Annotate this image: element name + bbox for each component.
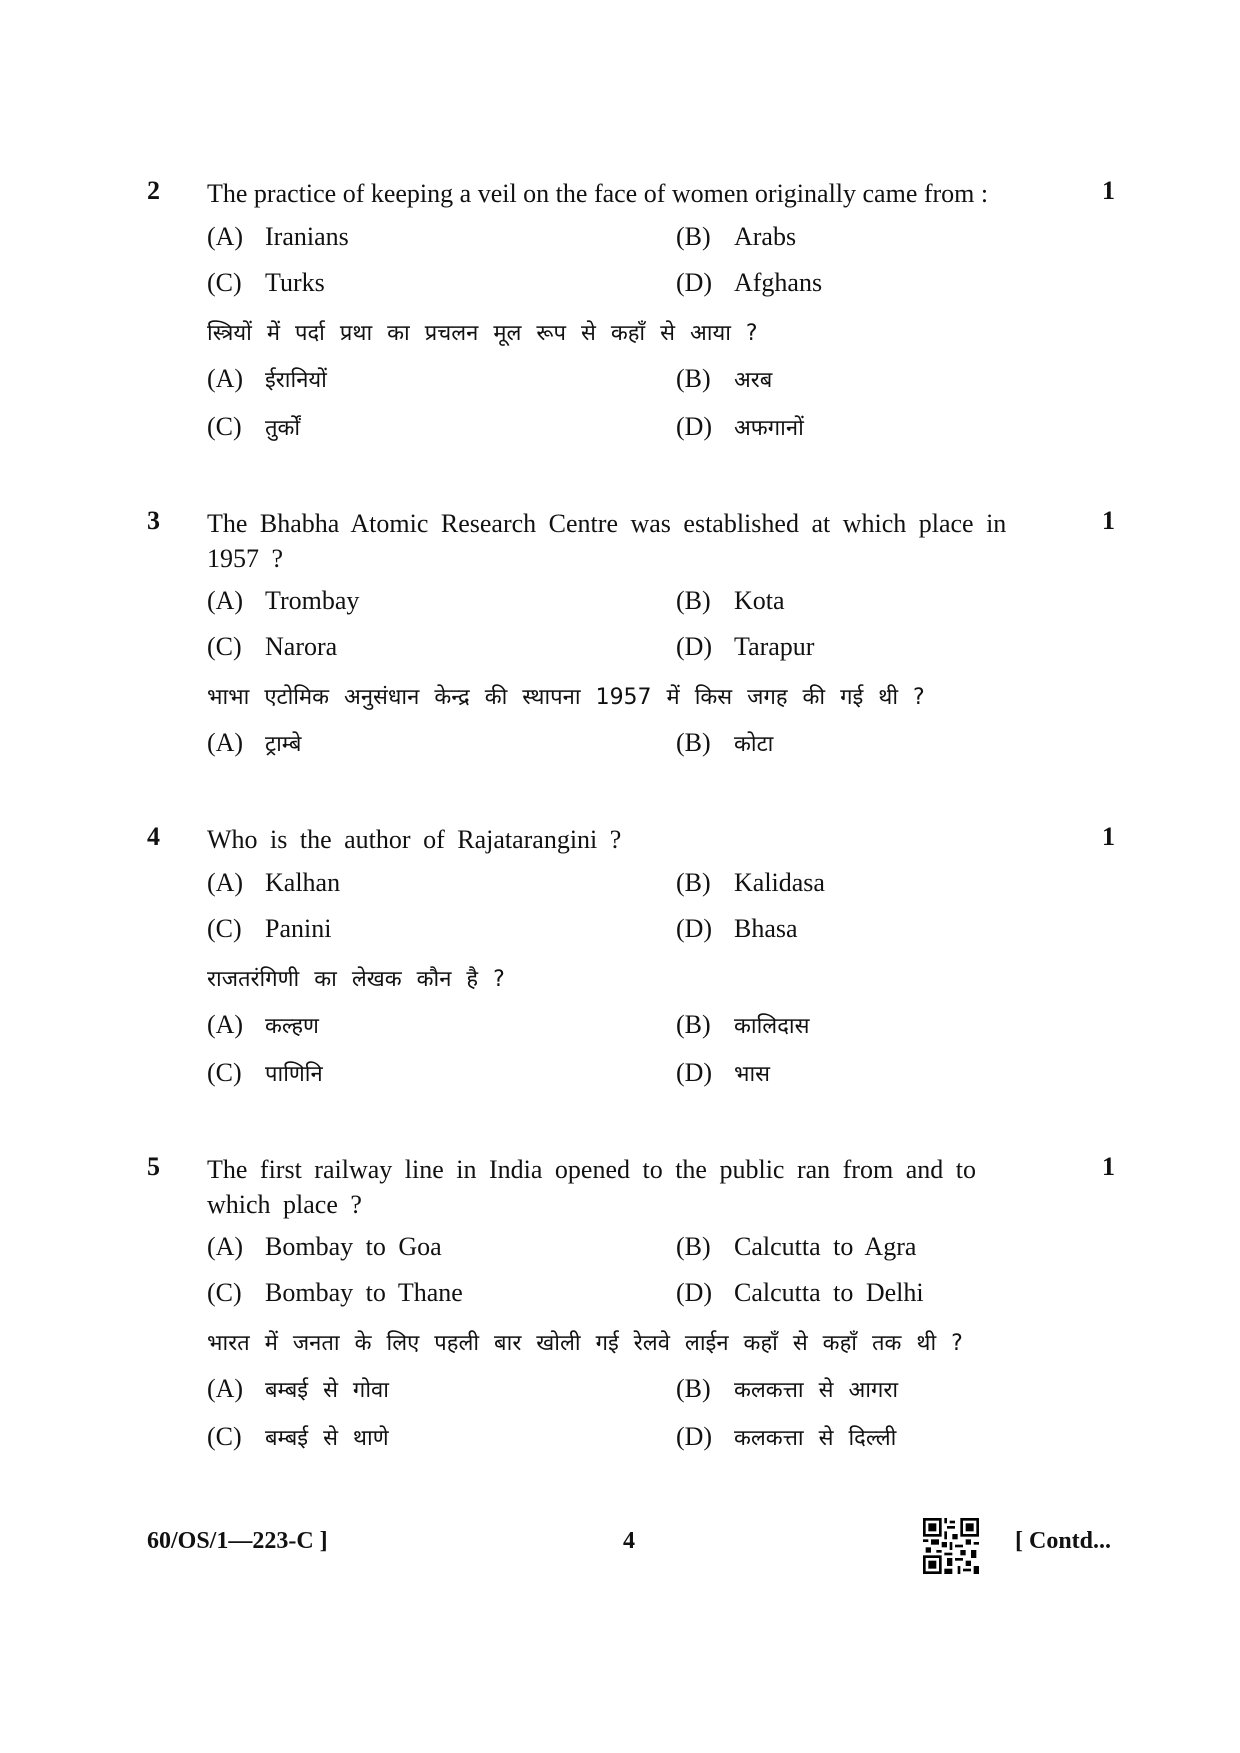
option-c-hi: (C) पाणिनि [207, 1058, 323, 1087]
question-marks: 1 [1102, 1152, 1115, 1181]
option-d-hi: (D) कलकत्ता से दिल्ली [676, 1422, 897, 1451]
option-c-en: (C) Narora [207, 632, 338, 661]
option-c-en: (C) Turks [207, 268, 325, 297]
option-c-hi: (C) बम्बई से थाणे [207, 1422, 389, 1451]
paper-code: 60/OS/1—223-C ] [147, 1528, 328, 1554]
question-text-en: The practice of keeping a veil on the face of women originally came from : [207, 179, 989, 208]
option-c-hi: (C) तुर्कों [207, 412, 301, 441]
question-number: 5 [147, 1152, 160, 1181]
option-a-en: (A) Kalhan [207, 868, 341, 897]
option-b-hi: (B) कलकत्ता से आगरा [676, 1374, 899, 1403]
option-b-en: (B) Calcutta to Agra [676, 1232, 917, 1261]
option-b-en: (B) Kalidasa [676, 868, 825, 897]
option-d-en: (D) Tarapur [676, 632, 815, 661]
question-number: 4 [147, 822, 160, 851]
option-d-en: (D) Afghans [676, 268, 823, 297]
option-d-hi: (D) अफगानों [676, 412, 804, 441]
option-b-en: (B) Arabs [676, 222, 797, 251]
option-a-hi: (A) कल्हण [207, 1010, 319, 1039]
question-marks: 1 [1102, 506, 1115, 535]
option-c-en: (C) Panini [207, 914, 332, 943]
option-a-en: (A) Bombay to Goa [207, 1232, 442, 1261]
option-a-hi: (A) ट्राम्बे [207, 728, 302, 757]
option-b-hi: (B) अरब [676, 364, 773, 393]
question-text-en: The first railway line in India opened to the public ran from and to which place ? [207, 1155, 976, 1219]
option-a-en: (A) Trombay [207, 586, 360, 615]
question-number: 3 [147, 506, 160, 535]
question-text-hi: स्त्रियों में पर्दा प्रथा का प्रचलन मूल रूप से कहाँ से आया ? [207, 321, 758, 346]
contd-label: [ Contd... [1015, 1528, 1112, 1554]
option-d-hi: (D) भास [676, 1058, 771, 1087]
question-text-en: The Bhabha Atomic Research Centre was established at which place in 1957 ? [207, 509, 1007, 573]
option-c-en: (C) Bombay to Thane [207, 1278, 463, 1307]
option-d-en: (D) Calcutta to Delhi [676, 1278, 924, 1307]
question-text-hi: भारत में जनता के लिए पहली बार खोली गई रेलवे लाईन कहाँ से कहाँ तक थी ? [207, 1331, 963, 1356]
qr-code-icon [923, 1518, 979, 1574]
option-a-hi: (A) बम्बई से गोवा [207, 1374, 389, 1403]
question-number: 2 [147, 176, 160, 205]
option-b-hi: (B) कालिदास [676, 1010, 810, 1039]
option-a-en: (A) Iranians [207, 222, 349, 251]
question-text-hi: राजतरंगिणी का लेखक कौन है ? [207, 967, 505, 992]
option-b-hi: (B) कोटा [676, 728, 774, 757]
question-marks: 1 [1102, 176, 1115, 205]
option-d-en: (D) Bhasa [676, 914, 798, 943]
option-a-hi: (A) ईरानियों [207, 364, 327, 393]
question-text-en: Who is the author of Rajatarangini ? [207, 825, 622, 854]
question-marks: 1 [1102, 822, 1115, 851]
option-b-en: (B) Kota [676, 586, 785, 615]
question-text-hi: भाभा एटोमिक अनुसंधान केन्द्र की स्थापना 1957 में किस जगह की गई थी ? [207, 685, 925, 710]
page-number: 4 [623, 1528, 635, 1554]
